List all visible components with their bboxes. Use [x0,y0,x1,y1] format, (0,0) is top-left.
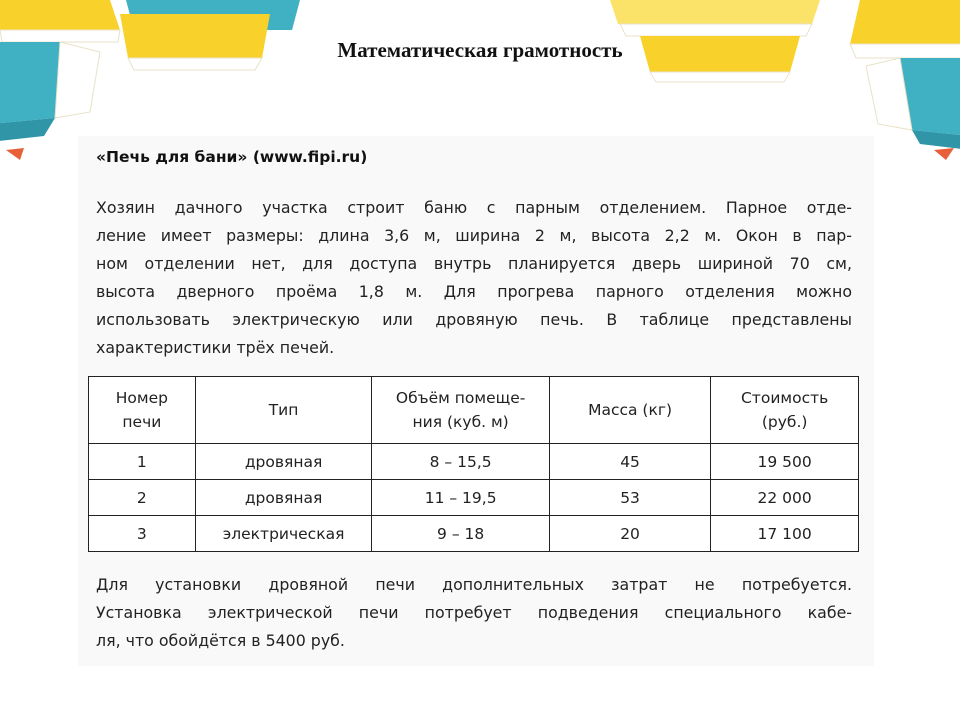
header-text: ния (куб. м) [412,413,509,431]
table-row [89,516,859,552]
task-intro-paragraph [96,194,852,362]
cell-cost: 22 000 [711,480,859,516]
cell-room-volume: 9 – 18 [372,516,549,552]
header-cost [711,377,859,444]
cell-room-volume: 11 – 19,5 [372,480,549,516]
cell-mass: 53 [549,480,710,516]
intro-line: характеристики трёх печей. [96,338,335,357]
note-line: Для установки дровяной печи дополнительных затрат не потребуется. [96,575,852,594]
intro-line: высота дверного проёма 1,8 м. Для прогрева парного отделения можно [96,282,852,301]
cell-mass: 20 [549,516,710,552]
cell-room-volume: 8 – 15,5 [372,444,549,480]
cell-mass: 45 [549,444,710,480]
cell-cost: 17 100 [711,516,859,552]
header-text: (руб.) [761,413,808,431]
stove-characteristics-table [88,376,859,552]
header-mass [549,377,710,444]
task-heading: «Печь для бани» (www.fipi.ru) [96,148,368,166]
header-text: Тип [268,401,299,419]
header-text: Объём помеще- [395,389,526,407]
task-note-paragraph [96,571,852,655]
slide-title: Математическая грамотность [337,38,623,62]
header-type [195,377,372,444]
cell-stove-number: 2 [89,480,196,516]
header-stove-number [89,377,196,444]
note-line: Установка электрической печи потребует подведения специального кабе- [96,603,852,622]
intro-line: использовать электрическую или дровяную печь. В таблице представлены [96,310,852,329]
cell-type: дровяная [195,480,372,516]
header-text: Стоимость [740,389,829,407]
header-room-volume [372,377,549,444]
cell-cost: 19 500 [711,444,859,480]
intro-line: ление имеет размеры: длина 3,6 м, ширина 2 м, высота 2,2 м. Окон в пар- [96,226,852,245]
cell-type: дровяная [195,444,372,480]
note-line: ля, что обойдётся в 5400 руб. [96,631,345,650]
header-text: печи [122,413,162,431]
header-text: Масса (кг) [588,401,673,419]
cell-stove-number: 1 [89,444,196,480]
table-row [89,480,859,516]
header-text: Номер [115,389,168,407]
cell-stove-number: 3 [89,516,196,552]
intro-line: ном отделении нет, для доступа внутрь планируется дверь шириной 70 см, [96,254,852,273]
table-row [89,444,859,480]
table-header-row [89,377,859,444]
intro-line: Хозяин дачного участка строит баню с парным отделением. Парное отде- [96,198,852,217]
cell-type: электрическая [195,516,372,552]
